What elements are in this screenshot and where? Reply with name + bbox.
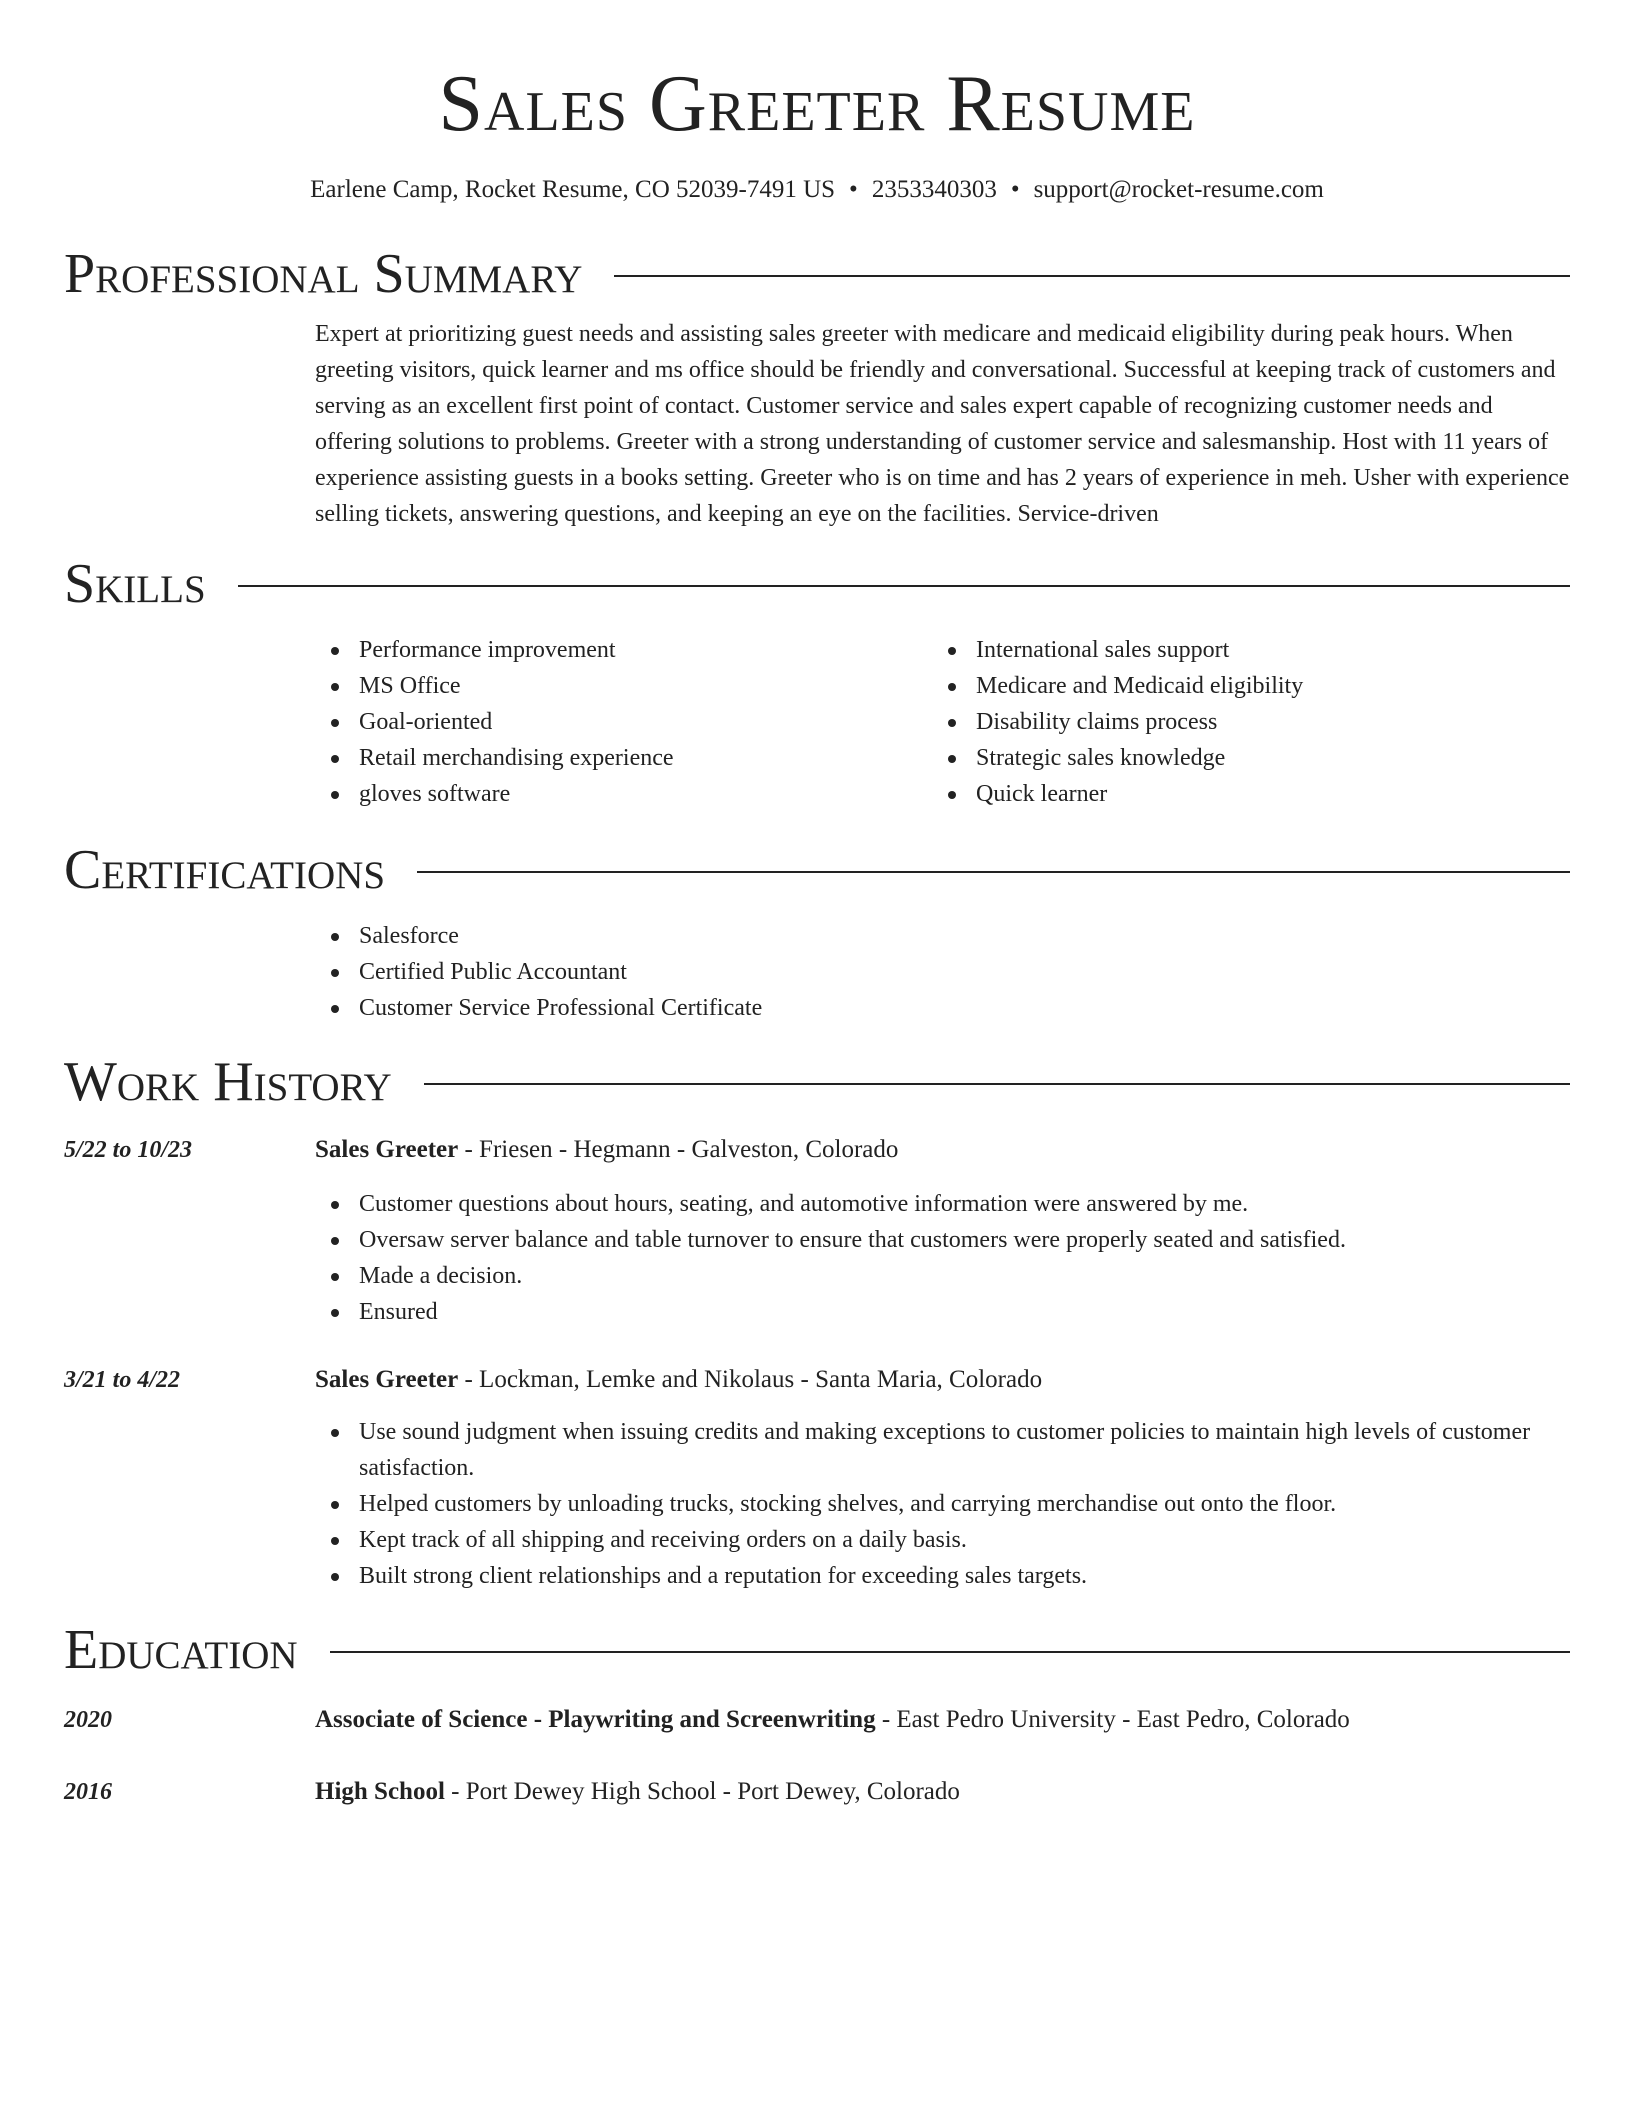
work-bullets <box>315 1414 1570 1594</box>
certification-item: Certified Public Accountant <box>315 954 1570 990</box>
education-degree <box>315 1774 960 1810</box>
skill-item: Disability claims process <box>932 704 1549 740</box>
skill-item: Retail merchandising experience <box>315 740 932 776</box>
work-position <box>315 1132 898 1168</box>
education-year: 2020 <box>64 1707 112 1733</box>
work-dates: 3/21 to 4/22 <box>64 1367 181 1393</box>
work-bullet: Kept track of all shipping and receiving orders on a daily basis. <box>315 1522 1570 1558</box>
certifications-list <box>315 918 1570 1026</box>
skill-item: Goal-oriented <box>315 704 932 740</box>
work-bullet: Made a decision. <box>315 1258 1570 1294</box>
section-divider <box>330 1651 1570 1653</box>
section-title: Work History <box>64 1051 392 1113</box>
section-divider <box>238 585 1570 587</box>
work-entry-header <box>64 1362 1570 1398</box>
work-bullet: Use sound judgment when issuing credits and making exceptions to customer policies to maintain high levels of customer satisfaction. <box>315 1414 1570 1486</box>
section-heading-skills <box>64 554 1570 614</box>
skill-item: International sales support <box>932 632 1549 668</box>
section-title: Education <box>64 1619 298 1681</box>
work-bullet: Oversaw server balance and table turnover to ensure that customers were properly seated and satisfied. <box>315 1222 1570 1258</box>
work-bullet: Ensured <box>315 1294 1570 1330</box>
resume-page <box>64 0 1570 1810</box>
job-title: Sales Greeter <box>315 1366 459 1393</box>
summary-text: Expert at prioritizing guest needs and assisting sales greeter with medicare and medicaid eligibility during peak hours. When greeting visitors, quick learner and ms office should be friendly and conversational. Successful at keeping track of customers and serving as an excellent first point of contact. Customer service and sales expert capable of recognizing customer needs and offering solutions to problems. Greeter with a strong understanding of customer service and salesmanship. Host with 11 years of experience assisting guests in a books setting. Greeter who is on time and has 2 years of experience in meh. Usher with experience selling tickets, answering questions, and keeping an eye on the facilities. Service-driven <box>315 321 1570 527</box>
education-degree <box>315 1702 1350 1738</box>
skills-list <box>315 632 1570 812</box>
work-entry-header <box>64 1132 1570 1168</box>
school-details: - Port Dewey High School - Port Dewey, Colorado <box>444 1778 960 1805</box>
education-entry <box>64 1702 1570 1738</box>
school-details: - East Pedro University - East Pedro, Colorado <box>875 1706 1350 1733</box>
contact-address: Earlene Camp, Rocket Resume, CO 52039-7491 US <box>310 176 836 203</box>
job-employer: - Lockman, Lemke and Nikolaus - Santa Maria, Colorado <box>458 1366 1043 1393</box>
skill-item: Quick learner <box>932 776 1549 812</box>
education-year: 2016 <box>64 1779 112 1805</box>
skill-item: gloves software <box>315 776 932 812</box>
skill-item: MS Office <box>315 668 932 704</box>
section-title: Professional Summary <box>64 243 583 305</box>
contact-line <box>64 174 1570 206</box>
resume-title: Sales Greeter Resume <box>438 60 1196 148</box>
skill-item: Performance improvement <box>315 632 932 668</box>
work-position <box>315 1362 1042 1398</box>
section-heading-education <box>64 1620 1570 1680</box>
certification-item: Customer Service Professional Certificate <box>315 990 1570 1026</box>
section-divider <box>424 1083 1570 1085</box>
section-divider <box>614 275 1570 277</box>
skills-column-right <box>932 632 1549 812</box>
work-bullet: Built strong client relationships and a reputation for exceeding sales targets. <box>315 1558 1570 1594</box>
contact-separator: • <box>849 176 858 203</box>
work-bullets <box>315 1186 1570 1330</box>
work-entry <box>64 1362 1570 1594</box>
contact-email: support@rocket-resume.com <box>1033 176 1324 203</box>
section-heading-summary <box>64 244 1570 304</box>
section-divider <box>417 871 1570 873</box>
section-title: Certifications <box>64 839 386 901</box>
section-heading-work-history <box>64 1052 1570 1112</box>
skill-item: Strategic sales knowledge <box>932 740 1549 776</box>
skill-item: Medicare and Medicaid eligibility <box>932 668 1549 704</box>
work-dates: 5/22 to 10/23 <box>64 1137 193 1163</box>
education-entry <box>64 1774 1570 1810</box>
degree-title: Associate of Science - Playwriting and Screenwriting <box>315 1706 876 1733</box>
job-title: Sales Greeter <box>315 1136 459 1163</box>
section-heading-certifications <box>64 840 1570 900</box>
work-bullet: Helped customers by unloading trucks, stocking shelves, and carrying merchandise out onto the floor. <box>315 1486 1570 1522</box>
job-employer: - Friesen - Hegmann - Galveston, Colorado <box>458 1136 899 1163</box>
contact-separator: • <box>1010 176 1020 203</box>
certification-item: Salesforce <box>315 918 1570 954</box>
work-bullet: Customer questions about hours, seating, and automotive information were answered by me. <box>315 1186 1570 1222</box>
skills-column-left <box>315 632 932 812</box>
degree-title: High School <box>315 1778 445 1805</box>
section-title: Skills <box>64 553 206 615</box>
work-entry <box>64 1132 1570 1330</box>
contact-phone: 2353340303 <box>871 176 997 203</box>
